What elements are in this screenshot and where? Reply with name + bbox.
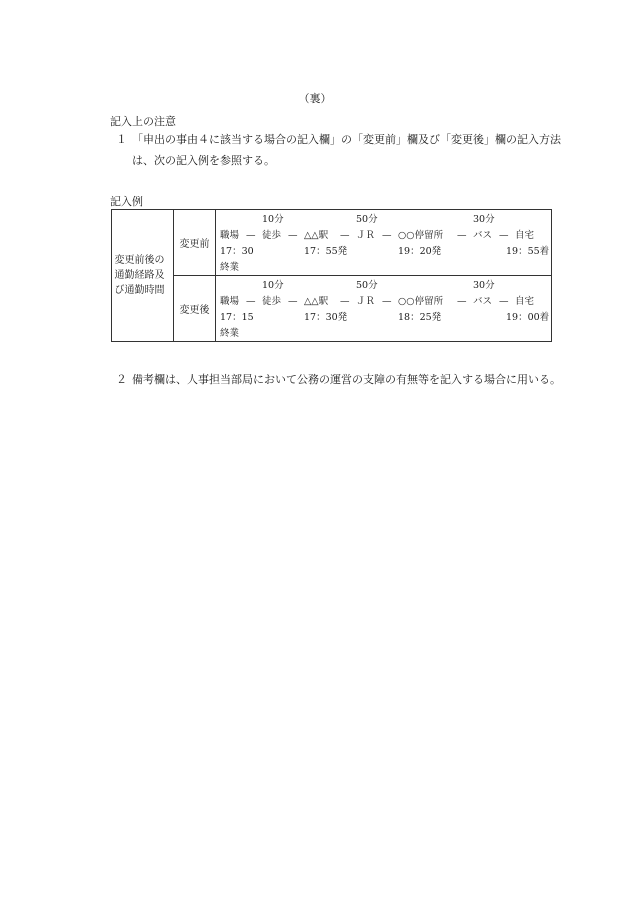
note-1-number: １ [116, 133, 127, 146]
time: 17：30発 [304, 312, 348, 323]
route-stop: 職場 [220, 296, 240, 307]
time: 17：55発 [304, 246, 348, 257]
route-stop: ○○停留所 [398, 296, 444, 307]
route-before [220, 212, 550, 276]
durations-line [220, 212, 550, 228]
route-dash: — [340, 296, 350, 307]
duration: 50分 [356, 280, 378, 291]
duration: 30分 [473, 214, 495, 225]
end-label: 終業 [220, 328, 240, 339]
row-label-after: 変更後 [174, 276, 216, 341]
route-stop: △△駅 [304, 230, 329, 241]
example-table [111, 209, 552, 342]
duration: 30分 [473, 280, 495, 291]
route-dash: — [382, 296, 392, 307]
route-dash: — [246, 296, 256, 307]
route-line [220, 294, 550, 310]
route-stop: △△駅 [304, 296, 329, 307]
table-category-label: 変更前後の通勤経路及び通勤時間 [114, 255, 165, 296]
route-stop: 徒歩 [262, 296, 282, 307]
time: 18：25発 [398, 312, 442, 323]
time: 17：15 [220, 312, 254, 323]
time: 19：20発 [398, 246, 442, 257]
route-stop: 自宅 [515, 230, 535, 241]
route-stop: バス [473, 296, 493, 307]
route-dash: — [457, 296, 467, 307]
route-dash: — [246, 230, 256, 241]
row-label-before: 変更前 [174, 210, 216, 275]
route-stop: 自宅 [515, 296, 535, 307]
durations-line [220, 278, 550, 294]
time: 17：30 [220, 246, 254, 257]
note-2-text: 備考欄は、人事担当部局において公務の運営の支障の有無等を記入する場合に用いる。 [132, 373, 561, 386]
route-stop: ＪＲ [356, 296, 376, 307]
notes-heading: 記入上の注意 [110, 115, 176, 128]
route-dash: — [382, 230, 392, 241]
route-dash: — [288, 230, 298, 241]
route-dash: — [499, 230, 509, 241]
table-row-after [174, 276, 551, 341]
duration: 10分 [262, 214, 284, 225]
route-after [220, 278, 550, 342]
route-dash: — [340, 230, 350, 241]
table-category-cell [112, 210, 174, 341]
table-row-before [174, 210, 551, 276]
end-label: 終業 [220, 262, 240, 273]
example-heading: 記入例 [110, 195, 143, 208]
note-1 [110, 129, 580, 171]
time: 19：00着 [506, 312, 550, 323]
route-stop: ○○停留所 [398, 230, 444, 241]
route-dash: — [457, 230, 467, 241]
route-stop: バス [473, 230, 493, 241]
route-stop: 職場 [220, 230, 240, 241]
end-line [220, 260, 550, 276]
route-dash: — [288, 296, 298, 307]
route-stop: ＪＲ [356, 230, 376, 241]
end-line [220, 326, 550, 342]
route-dash: — [499, 296, 509, 307]
duration: 50分 [356, 214, 378, 225]
time: 19：55着 [506, 246, 550, 257]
note-1-text: 「申出の事由４に該当する場合の記入欄」の「変更前」欄及び「変更後」欄の記入方法は、次の記入例を参照する。 [132, 133, 561, 167]
duration: 10分 [262, 280, 284, 291]
page-heading: （裏） [298, 92, 332, 105]
times-line [220, 244, 550, 260]
note-2 [110, 369, 580, 390]
route-stop: 徒歩 [262, 230, 282, 241]
note-2-number: ２ [116, 373, 127, 386]
route-line [220, 228, 550, 244]
times-line [220, 310, 550, 326]
